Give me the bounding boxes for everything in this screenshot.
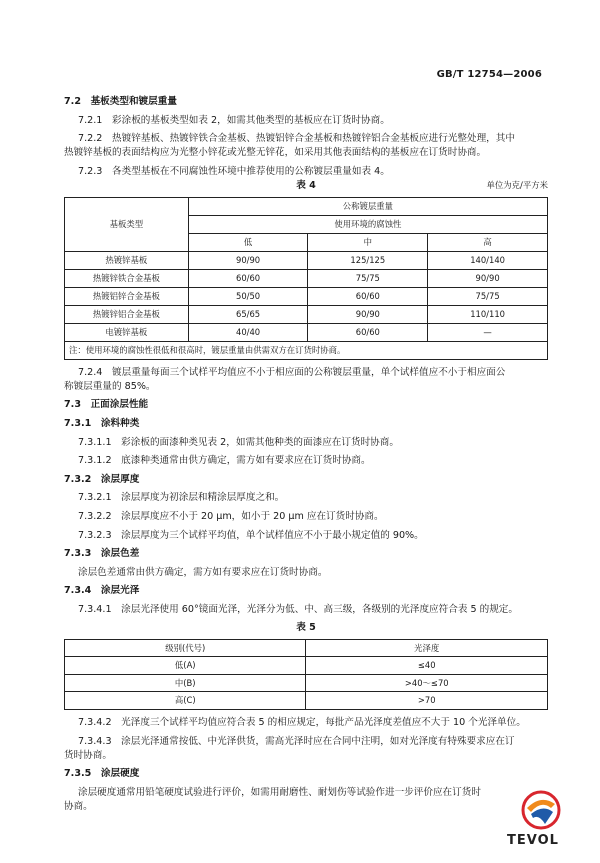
substrate-name: 热镀锌铁合金基板 <box>65 269 189 287</box>
clause-text: 彩涂板的基板类型如表 2，如需其他类型的基板应在订货时协商。 <box>112 114 390 126</box>
value-high: — <box>428 323 548 341</box>
clause-7-3-1-2 <box>64 454 548 468</box>
table-5-title: 表 5 <box>296 621 316 633</box>
clause-text: 彩涂板的面漆种类见表 2，如需其他种类的面漆应在订货时协商。 <box>121 436 399 448</box>
table-row <box>65 251 548 269</box>
clause-7-3-2-2 <box>64 510 548 524</box>
table-row <box>65 305 548 323</box>
clause-text: 涂层厚度为初涂层和精涂层厚度之和。 <box>121 492 285 504</box>
clause-7-3-5-text: 涂层硬度通常用铅笔硬度试验进行评价，如需用耐磨性、耐划伤等试验作进一步评价应在订货时 <box>78 786 481 798</box>
clause-7-2-4-continued: 称镀层重量的 85%。 <box>64 380 156 392</box>
clause-7-3-4-1 <box>64 603 548 617</box>
table-4 <box>64 197 548 360</box>
header-gloss-value: 光泽度 <box>306 639 548 657</box>
header-nominal-coating-weight: 公称镀层重量 <box>188 197 547 215</box>
clause-7-2-1 <box>64 114 548 128</box>
header-medium: 中 <box>308 233 428 251</box>
value-low: 65/65 <box>188 305 308 323</box>
clause-7-3-4-2 <box>64 716 548 730</box>
clause-7-3-5-continued: 协商。 <box>64 800 93 812</box>
value-low: 60/60 <box>188 269 308 287</box>
tevol-logo <box>505 790 577 852</box>
substrate-name: 热镀铝锌合金基板 <box>65 287 189 305</box>
clause-text: 涂层光泽使用 60°镜面光泽，光泽分为低、中、高三级，各级别的光泽度应符合表 5 的规定。 <box>121 603 518 615</box>
clause-number: 7.3.2.3 <box>78 529 112 541</box>
clause-7-3-4-3-continued: 货时协商。 <box>64 749 112 761</box>
clause-text: 镀层重量每面三个试样平均值应不小于相应面的公称镀层重量，单个试样值应不小于相应面公 <box>112 366 506 378</box>
clause-text: 涂层厚度应不小于 20 μm，如小于 20 μm 应在订货时协商。 <box>121 510 384 522</box>
section-7-3-title: 7.3 正面涂层性能 <box>64 399 149 411</box>
gloss-level: 低(A) <box>65 657 306 675</box>
substrate-name: 电镀锌基板 <box>65 323 189 341</box>
clause-text: 各类型基板在不同腐蚀性环境中推荐使用的公称镀层重量如表 4。 <box>112 165 390 177</box>
clause-7-3-3-text: 涂层色差通常由供方确定，需方如有要求应在订货时协商。 <box>78 566 328 578</box>
table-5-caption <box>64 621 548 634</box>
section-7-3-3-title: 7.3.3 涂层色差 <box>64 548 140 560</box>
clause-number: 7.3.4.3 <box>78 735 112 747</box>
clause-number: 7.3.4.1 <box>78 603 112 615</box>
clause-7-3-2-1 <box>64 491 548 505</box>
value-high: 140/140 <box>428 251 548 269</box>
header-high: 高 <box>428 233 548 251</box>
gloss-level: 中(B) <box>65 674 306 692</box>
table-4-caption <box>64 179 548 192</box>
table-row <box>65 657 548 675</box>
gloss-value: >40～≤70 <box>306 674 548 692</box>
header-substrate-type: 基板类型 <box>65 197 189 251</box>
table-row <box>65 269 548 287</box>
table-row <box>65 692 548 710</box>
header-environment-corrosivity: 使用环境的腐蚀性 <box>188 215 547 233</box>
clause-7-2-2-continued: 热镀锌基板的表面结构应为光整小锌花或光整无锌花，如采用其他表面结构的基板应在订货时协商。 <box>64 147 487 159</box>
table-row <box>65 287 548 305</box>
clause-7-2-4 <box>64 366 548 380</box>
section-7-3-4-title: 7.3.4 涂层光泽 <box>64 585 140 597</box>
clause-number: 7.2.3 <box>78 165 103 177</box>
table-4-note: 注：使用环境的腐蚀性很低和很高时，镀层重量由供需双方在订货时协商。 <box>65 341 548 359</box>
clause-text: 涂层厚度为三个试样平均值，单个试样值应不小于最小规定值的 90%。 <box>121 529 424 541</box>
clause-7-2-2 <box>64 132 548 146</box>
table-row <box>65 674 548 692</box>
table-row <box>65 323 548 341</box>
gloss-value: >70 <box>306 692 548 710</box>
value-medium: 60/60 <box>308 323 428 341</box>
clause-number: 7.3.2.1 <box>78 492 112 504</box>
gloss-value: ≤40 <box>306 657 548 675</box>
section-7-3-5-title: 7.3.5 涂层硬度 <box>64 768 140 780</box>
substrate-name: 热镀锌基板 <box>65 251 189 269</box>
value-high: 75/75 <box>428 287 548 305</box>
section-7-2-title: 7.2 基板类型和镀层重量 <box>64 96 177 107</box>
table-5 <box>64 639 548 710</box>
clause-text: 底漆种类通常由供方确定，需方如有要求应在订货时协商。 <box>121 455 371 467</box>
value-low: 90/90 <box>188 251 308 269</box>
clause-7-3-2-3 <box>64 529 548 543</box>
clause-text: 热镀锌基板、热镀锌铁合金基板、热镀铝锌合金基板和热镀锌铝合金基板应进行光整处理，其中 <box>112 133 515 145</box>
clause-text: 涂层光泽通常按低、中光泽供货，需高光泽时应在合同中注明，如对光泽度有特殊要求应在订 <box>121 735 515 747</box>
clause-7-3-4-3 <box>64 735 548 749</box>
clause-7-3-1-1 <box>64 436 548 450</box>
header-gloss-level: 级别(代号) <box>65 639 306 657</box>
table-4-title: 表 4 <box>296 179 316 191</box>
clause-number: 7.3.4.2 <box>78 716 112 728</box>
clause-number: 7.2.2 <box>78 133 103 145</box>
clause-7-2-3 <box>64 165 548 179</box>
table-4-unit: 单位为克/平方米 <box>486 179 548 190</box>
value-low: 40/40 <box>188 323 308 341</box>
clause-number: 7.2.1 <box>78 114 103 126</box>
standard-number: GB/T 12754—2006 <box>436 69 542 80</box>
value-high: 90/90 <box>428 269 548 287</box>
value-medium: 60/60 <box>308 287 428 305</box>
value-high: 110/110 <box>428 305 548 323</box>
section-7-3-2-title: 7.3.2 涂层厚度 <box>64 473 140 485</box>
value-medium: 125/125 <box>308 251 428 269</box>
document-body <box>64 95 548 818</box>
value-medium: 75/75 <box>308 269 428 287</box>
gloss-level: 高(C) <box>65 692 306 710</box>
value-medium: 90/90 <box>308 305 428 323</box>
clause-number: 7.3.1.1 <box>78 436 112 448</box>
tevol-logo-icon <box>521 790 561 830</box>
value-low: 50/50 <box>188 287 308 305</box>
logo-text: TEVOL <box>507 833 559 848</box>
header-low: 低 <box>188 233 308 251</box>
clause-text: 光泽度三个试样平均值应符合表 5 的相应规定，每批产品光泽度差值应不大于 10 个光泽单位。 <box>121 716 526 728</box>
clause-number: 7.3.1.2 <box>78 455 112 467</box>
substrate-name: 热镀锌铝合金基板 <box>65 305 189 323</box>
section-7-3-1-title: 7.3.1 涂料种类 <box>64 417 140 429</box>
clause-number: 7.3.2.2 <box>78 510 112 522</box>
clause-number: 7.2.4 <box>78 366 103 378</box>
